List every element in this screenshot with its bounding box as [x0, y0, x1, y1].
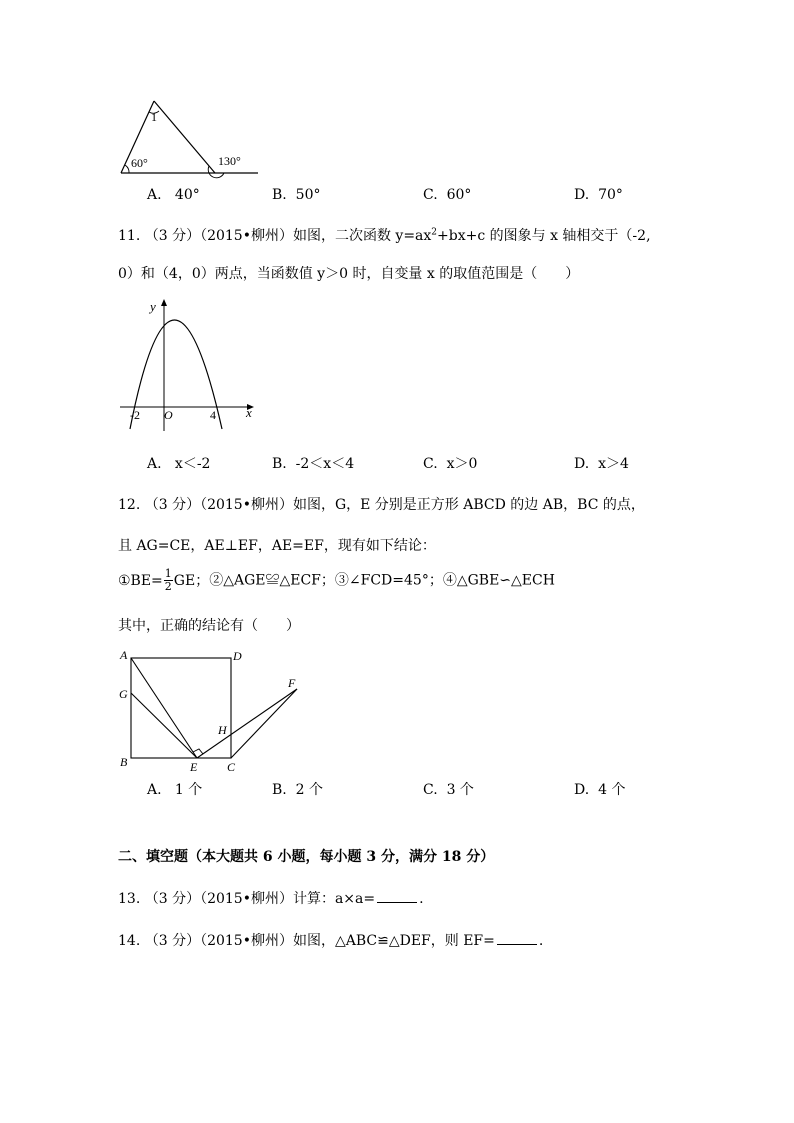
label-d: D — [233, 649, 242, 663]
segment-ae — [131, 658, 197, 758]
q12-option-c[interactable]: C. 3 个 — [423, 782, 474, 798]
q12-option-d[interactable]: D. 4 个 — [574, 782, 626, 798]
label-b: B — [120, 755, 128, 769]
q13-answer-blank[interactable] — [377, 890, 417, 903]
label-h: H — [218, 723, 227, 737]
q12-conclusions-line — [118, 568, 555, 593]
conclusion-1: ①BE= $\frac{1}{2}$ GE； — [118, 567, 210, 593]
angle-60-label: 60° — [131, 156, 148, 170]
y-axis-arrow — [161, 299, 167, 306]
angle-1-label: 1 — [151, 110, 157, 124]
q11-option-c[interactable]: C. x＞0 — [423, 456, 478, 472]
q11-option-a[interactable]: A. x＜-2 — [147, 456, 211, 472]
parabola-curve — [130, 320, 222, 429]
q11-question-line-1: 11. （3 分）（2015•柳州）如图，二次函数 $y=ax^2+bx+c$ 的图象与 x 轴相交于（-2, — [118, 227, 651, 244]
q14-answer-blank[interactable] — [497, 932, 537, 945]
q12-question-line-2: 且 AG=CE，AE⊥EF，AE=EF，现有如下结论： — [118, 538, 436, 554]
segment-cf — [231, 689, 297, 758]
q13-question: 13. （3 分）（2015•柳州）计算：a×a= . — [118, 891, 424, 907]
q11-option-d[interactable]: D. x＞4 — [574, 456, 629, 472]
q11-parabola-figure — [118, 295, 263, 435]
q10-option-a[interactable]: A. 40° — [147, 187, 200, 203]
x-axis-label: x — [246, 405, 252, 420]
label-a: A — [120, 648, 128, 662]
label-e: E — [190, 760, 198, 774]
q12-option-b[interactable]: B. 2 个 — [272, 782, 324, 798]
q12-option-a[interactable]: A. 1 个 — [147, 782, 203, 798]
q11-option-b[interactable]: B. -2＜x＜4 — [272, 456, 355, 472]
angle-arc-60 — [125, 165, 129, 173]
q11-question-line-2: 0）和（4，0）两点，当函数值 y＞0 时，自变量 x 的取值范围是（ ） — [118, 266, 580, 282]
section-2-heading: 二、填空题（本大题共 6 小题，每小题 3 分，满分 18 分） — [118, 849, 495, 865]
conclusion-4: ④△GBE∽△ECH — [442, 572, 555, 589]
tick-label-neg2: -2 — [130, 408, 140, 422]
origin-label: O — [164, 408, 173, 422]
q10-option-d[interactable]: D. 70° — [574, 187, 623, 203]
label-c: C — [227, 760, 236, 774]
tick-label-4: 4 — [210, 408, 216, 422]
q10-option-b[interactable]: B. 50° — [272, 187, 321, 203]
label-f: F — [288, 676, 296, 690]
segment-ge — [131, 693, 197, 758]
label-g: G — [119, 687, 128, 701]
fraction-half: $\frac{1}{2}$ — [164, 567, 172, 593]
q14-question: 14. （3 分）（2015•柳州）如图，△ABC≌△DEF，则 EF= . — [118, 933, 544, 949]
q12-question-line-4: 其中，正确的结论有（ ） — [118, 618, 300, 634]
y-axis-label: y — [150, 299, 156, 314]
q12-square-figure — [115, 645, 310, 775]
segment-ef — [197, 689, 297, 758]
q10-option-c[interactable]: C. 60° — [423, 187, 472, 203]
triangle-right-side — [154, 101, 215, 173]
q10-triangle-figure — [115, 95, 265, 180]
conclusion-2: ②△AGE≌△ECF； — [209, 572, 335, 589]
q12-question-line-1: 12. （3 分）（2015•柳州）如图，G，E 分别是正方形 ABCD 的边 AB，BC 的点， — [118, 497, 645, 513]
angle-130-label: 130° — [218, 154, 241, 168]
conclusion-3: ③∠FCD=45°； — [334, 572, 443, 589]
